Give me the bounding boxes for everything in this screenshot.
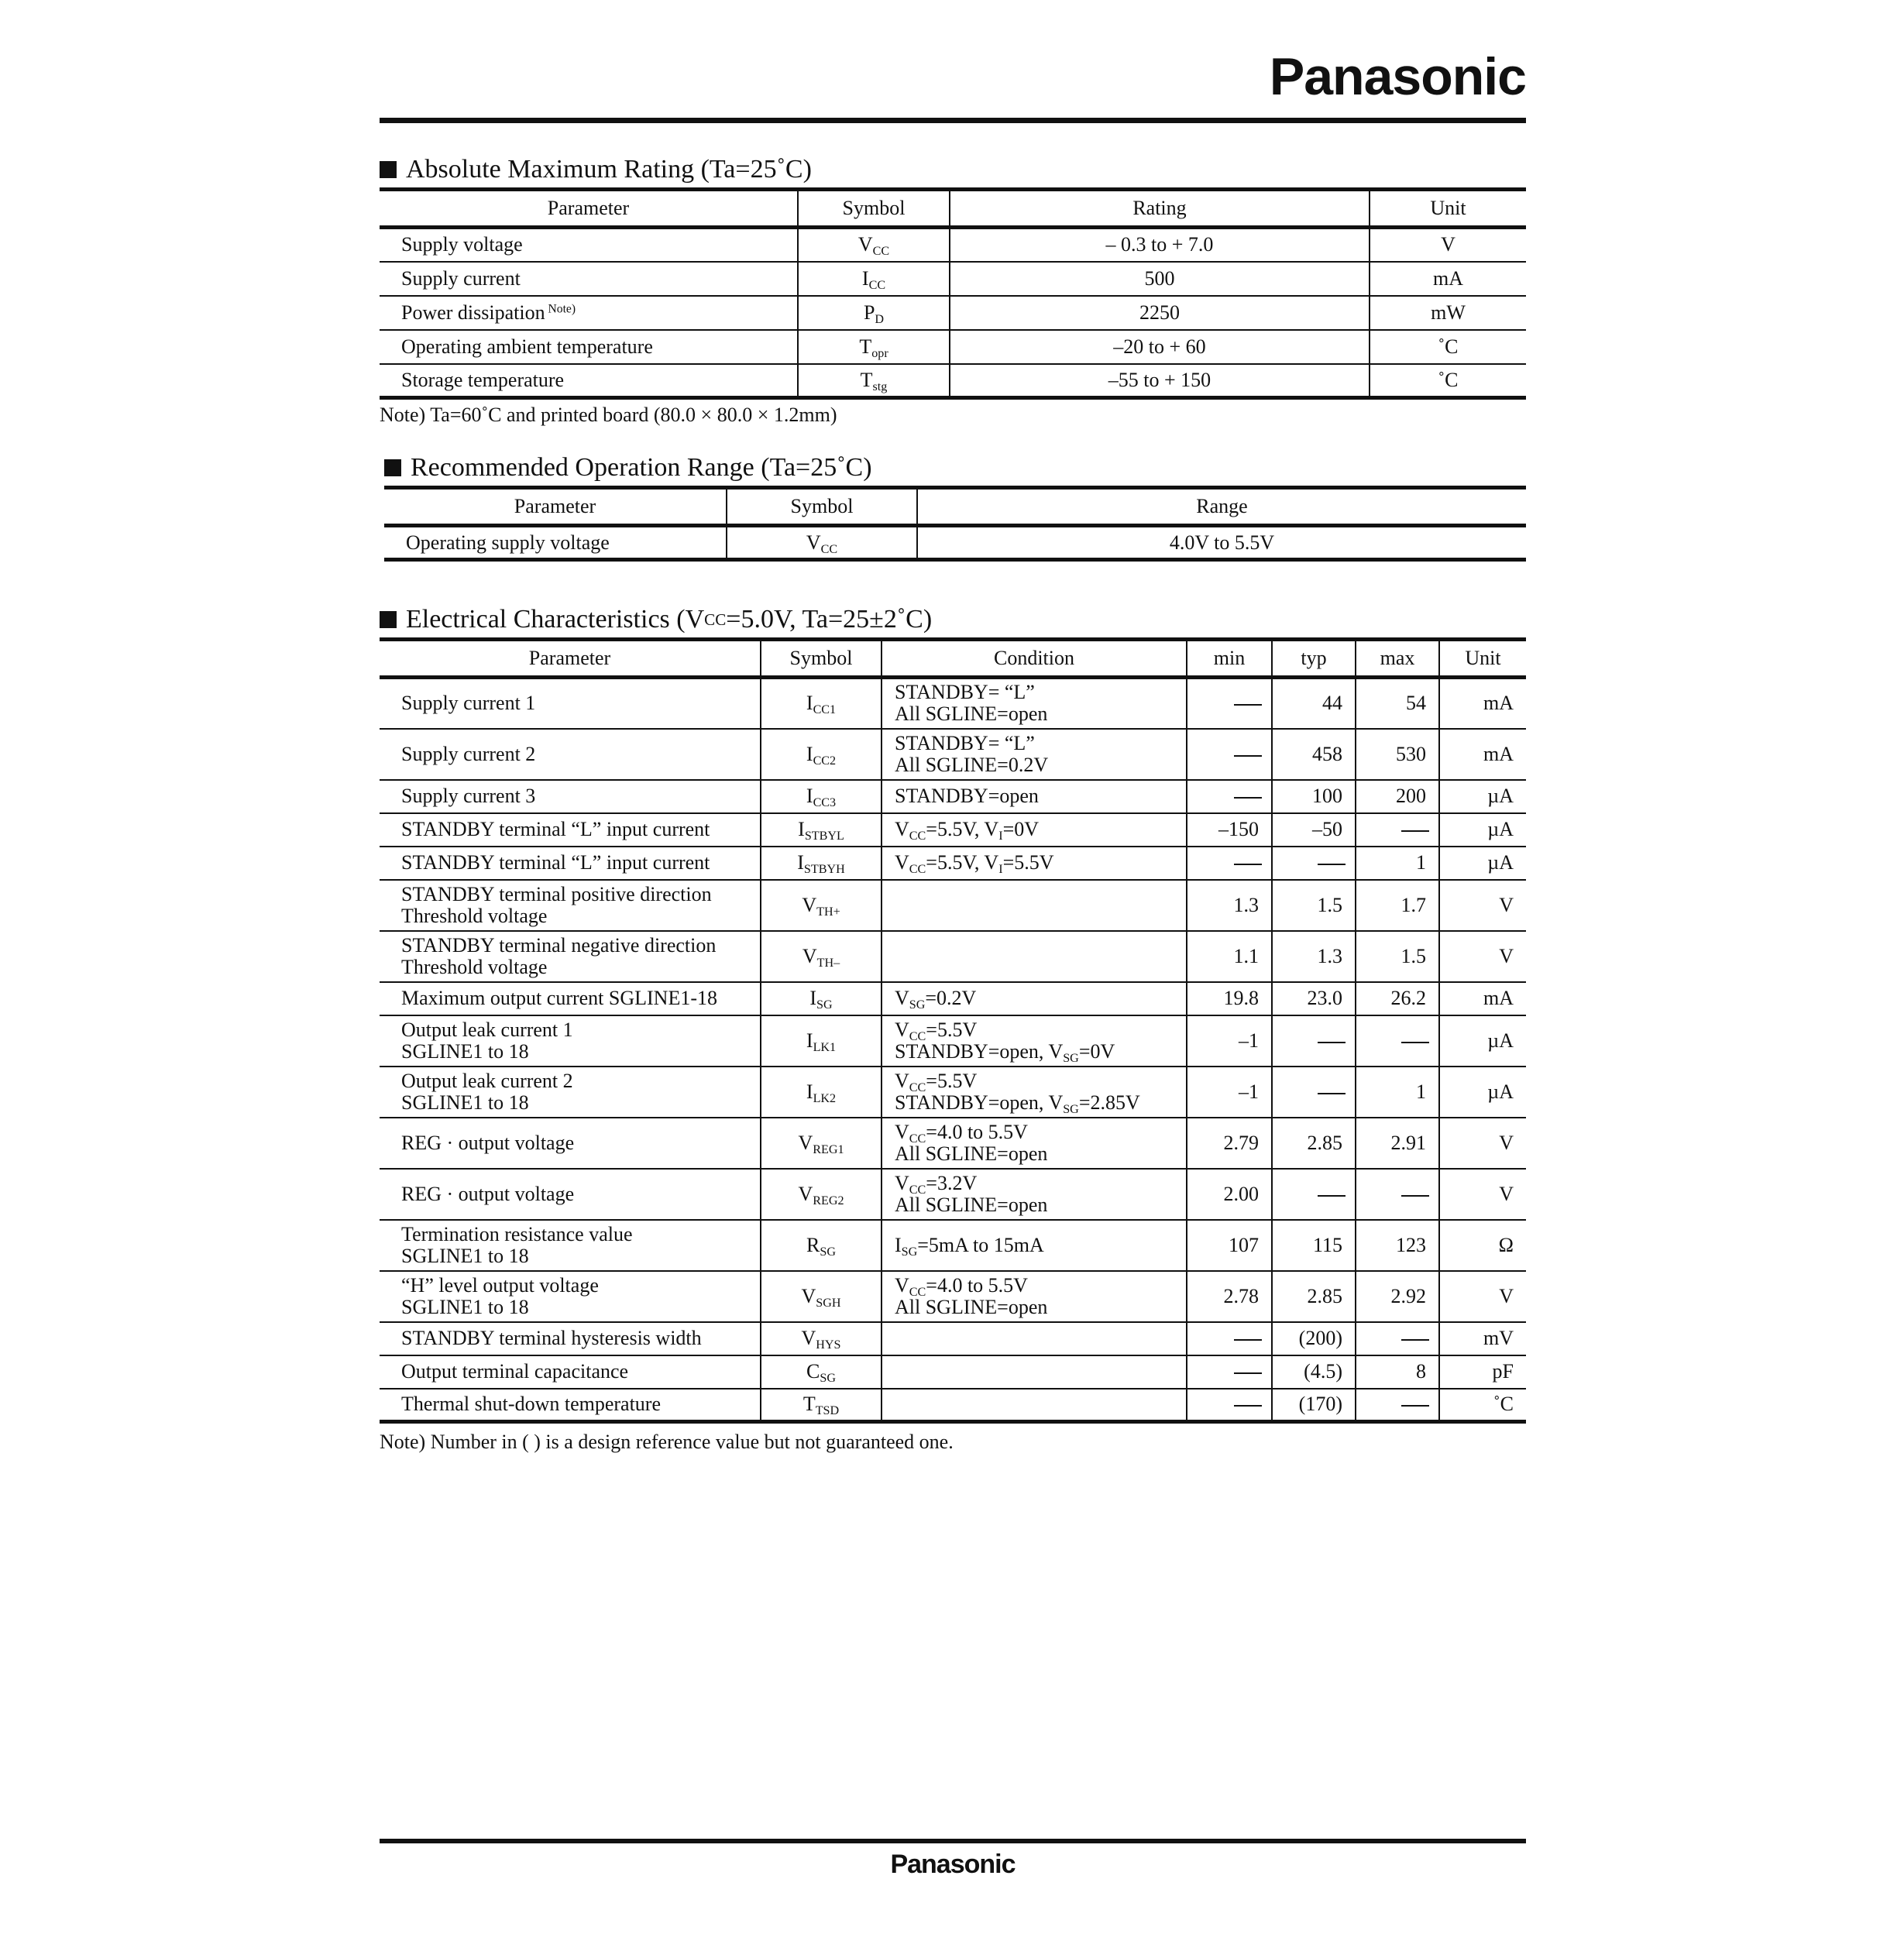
table-row [380,1118,1526,1169]
note-marker: Note) [545,301,576,315]
condition-cell: $V_{CC}=4.0$ to 5.5V All SGLINE=open [882,1271,1187,1322]
col-unit: Unit [1439,640,1526,678]
parameter-cell: REG · output voltage [380,1118,761,1169]
symbol-letter: I [806,742,813,765]
section-bullet-icon [380,161,397,178]
unit-cell: µA [1439,1015,1526,1067]
typ-cell [1272,847,1356,880]
no-value-dash [1401,1195,1429,1197]
table-row [380,931,1526,982]
min-cell: 1.1 [1187,931,1272,982]
col-parameter: Parameter [384,488,727,526]
condition-cell: STANDBY= “L” All SGLINE=0.2V [882,729,1187,780]
min-cell: –1 [1187,1015,1272,1067]
unit-cell: V [1439,1271,1526,1322]
symbol-subscript: CC [868,278,886,292]
rating-cell: 2250 [950,296,1370,330]
col-range: Range [917,488,1526,526]
symbol-letter: V [857,233,873,256]
symbol-subscript: REG1 [813,1142,844,1156]
typ-cell: 1.3 [1272,931,1356,982]
symbol-letter: T [859,335,872,358]
symbol-cell [761,678,882,729]
symbol-letter: V [802,893,817,916]
max-cell: 123 [1356,1220,1439,1271]
max-cell [1356,1322,1439,1355]
parameter-cell: Storage temperature [380,364,798,398]
symbol-letter: I [806,692,813,715]
table-row [380,678,1526,729]
table-row [380,780,1526,813]
table-row [380,813,1526,847]
min-cell: 2.78 [1187,1271,1272,1322]
condition-cell: $V_{CC}=5.5V$ STANDBY=open, $V_{SG}=0V$ [882,1015,1187,1067]
no-value-dash [1401,830,1429,832]
symbol-letter: V [798,1182,813,1205]
abs-max-note: Note) Ta=60˚C and printed board (80.0 × 80.0 × 1.2mm) [380,404,837,426]
symbol-cell [761,1118,882,1169]
unit-cell: ˚C [1439,1389,1526,1422]
typ-cell: 23.0 [1272,982,1356,1015]
symbol-cell [761,1355,882,1389]
symbol-cell [798,364,950,398]
parameter-cell: REG · output voltage [380,1169,761,1220]
rec-op-section [384,450,1526,562]
symbol-subscript: stg [872,380,888,393]
min-cell [1187,780,1272,813]
parameter-cell: Supply current [380,262,798,296]
condition-cell: STANDBY= “L” All SGLINE=open [882,678,1187,729]
symbol-letter: I [809,987,817,1009]
symbol-letter: P [863,301,875,324]
max-cell: 26.2 [1356,982,1439,1015]
unit-cell: µA [1439,780,1526,813]
table-row [380,880,1526,931]
symbol-letter: I [798,818,805,840]
rec-op-table [384,486,1526,562]
max-cell: 1 [1356,847,1439,880]
parameter-cell: Thermal shut-down temperature [380,1389,761,1422]
symbol-letter: V [801,1284,816,1307]
symbol-letter: I [861,266,869,290]
abs-max-table [380,187,1526,400]
symbol-subscript: TSD [815,1404,840,1418]
unit-cell: µA [1439,813,1526,847]
parameter-cell: Operating ambient temperature [380,330,798,364]
table-row [380,982,1526,1015]
parameter-cell: STANDBY terminal negative direction Threshold voltage [380,931,761,982]
unit-cell: V [1439,931,1526,982]
table-row [380,262,1526,296]
parameter-cell: STANDBY terminal hysteresis width [380,1322,761,1355]
rating-cell: – 0.3 to + 7.0 [950,228,1370,262]
footer-rule [380,1839,1526,1843]
max-cell [1356,813,1439,847]
max-cell: 54 [1356,678,1439,729]
symbol-cell [761,780,882,813]
parameter-cell: STANDBY terminal positive direction Threshold voltage [380,880,761,931]
max-cell: 2.92 [1356,1271,1439,1322]
brand-logo: Panasonic [1269,47,1526,106]
symbol-subscript: CC [820,542,838,556]
abs-max-title: Absolute Maximum Rating (Ta=25˚C) [380,152,1526,187]
no-value-dash [1234,704,1262,706]
typ-cell: 458 [1272,729,1356,780]
symbol-cell [761,982,882,1015]
unit-cell: V [1370,228,1526,262]
no-value-dash [1234,1339,1262,1341]
col-max: max [1356,640,1439,678]
range-cell: 4.0V to 5.5V [917,526,1526,560]
typ-cell [1272,1015,1356,1067]
condition-cell: $V_{CC}=4.0$ to 5.5V All SGLINE=open [882,1118,1187,1169]
parameter-cell: Supply current 3 [380,780,761,813]
typ-cell: 2.85 [1272,1271,1356,1322]
unit-cell: mW [1370,296,1526,330]
col-condition: Condition [882,640,1187,678]
max-cell: 200 [1356,780,1439,813]
elec-note: Note) Number in ( ) is a design reference value but not guaranteed one. [380,1431,954,1453]
parameter-cell: STANDBY terminal “L” input current [380,847,761,880]
section-bullet-icon [384,459,401,476]
unit-cell: ˚C [1370,364,1526,398]
no-value-dash [1401,1339,1429,1341]
table-row [380,296,1526,330]
table-row [380,228,1526,262]
max-cell: 530 [1356,729,1439,780]
symbol-letter: V [802,944,817,967]
table-row [380,847,1526,880]
unit-cell: mA [1439,678,1526,729]
table-row [380,1220,1526,1271]
typ-cell: 2.85 [1272,1118,1356,1169]
symbol-subscript: D [875,312,885,326]
parameter-cell: Power dissipation $^{Note)}$ [380,296,798,330]
table-row [380,1067,1526,1118]
no-value-dash [1318,1195,1346,1197]
symbol-subscript: SG [820,1371,836,1385]
parameter-cell: Supply current 2 [380,729,761,780]
unit-cell: mA [1439,729,1526,780]
max-cell [1356,1169,1439,1220]
footer-brand-logo: Panasonic [890,1850,1016,1879]
table-row [380,729,1526,780]
typ-cell: –50 [1272,813,1356,847]
condition-cell: STANDBY=open [882,780,1187,813]
parameter-cell: Termination resistance value SGLINE1 to 18 [380,1220,761,1271]
symbol-subscript: LK1 [813,1040,837,1054]
condition-cell: $V_{CC}=5.5V$, $V_I=5.5V$ [882,847,1187,880]
max-cell: 2.91 [1356,1118,1439,1169]
elec-table [380,637,1526,1424]
min-cell: –1 [1187,1067,1272,1118]
condition-cell [882,1355,1187,1389]
symbol-cell [761,931,882,982]
no-value-dash [1318,1042,1346,1043]
col-symbol: Symbol [727,488,917,526]
condition-cell: $I_{SG}=5mA$ to 15mA [882,1220,1187,1271]
no-value-dash [1234,755,1262,757]
min-cell: 2.79 [1187,1118,1272,1169]
table-row [380,1169,1526,1220]
min-cell [1187,1355,1272,1389]
parameter-cell: Output leak current 1 SGLINE1 to 18 [380,1015,761,1067]
typ-cell [1272,1169,1356,1220]
table-row [380,1389,1526,1422]
condition-cell: $V_{CC}=5.5V$ STANDBY=open, $V_{SG}=2.85V$ [882,1067,1187,1118]
typ-cell: (4.5) [1272,1355,1356,1389]
typ-cell: 100 [1272,780,1356,813]
symbol-letter: I [806,785,813,807]
symbol-cell [798,262,950,296]
symbol-cell [761,847,882,880]
unit-cell: mA [1439,982,1526,1015]
symbol-subscript: CC [872,245,890,259]
max-cell [1356,1389,1439,1422]
symbol-cell [761,880,882,931]
symbol-subscript: CC2 [813,754,837,768]
col-typ: typ [1272,640,1356,678]
min-cell [1187,1389,1272,1422]
col-min: min [1187,640,1272,678]
unit-cell: ˚C [1370,330,1526,364]
unit-cell: V [1439,880,1526,931]
no-value-dash [1234,864,1262,865]
table-row [380,364,1526,398]
rating-cell: 500 [950,262,1370,296]
min-cell: 1.3 [1187,880,1272,931]
symbol-cell [761,1169,882,1220]
symbol-cell [761,1322,882,1355]
symbol-letter: C [806,1360,820,1383]
parameter-cell: Operating supply voltage [384,526,727,560]
table-row [380,1271,1526,1322]
symbol-letter: I [806,1029,813,1052]
table-row [384,526,1526,560]
no-value-dash [1318,1093,1346,1094]
symbol-letter: I [806,1080,813,1103]
typ-cell: (170) [1272,1389,1356,1422]
symbol-letter: R [806,1233,820,1256]
rec-op-title: Recommended Operation Range (Ta=25˚C) [384,450,1526,486]
unit-cell: V [1439,1118,1526,1169]
col-rating: Rating [950,190,1370,228]
table-row [380,1322,1526,1355]
abs-max-section [380,152,1526,431]
unit-cell: µA [1439,847,1526,880]
symbol-subscript: SG [816,998,833,1012]
parameter-cell: Supply current 1 [380,678,761,729]
symbol-subscript: REG2 [813,1194,844,1207]
min-cell [1187,847,1272,880]
symbol-cell [761,1220,882,1271]
symbol-subscript: SGH [816,1296,841,1310]
unit-cell: mV [1439,1322,1526,1355]
symbol-cell [798,296,950,330]
min-cell: 2.00 [1187,1169,1272,1220]
col-symbol: Symbol [761,640,882,678]
table-row [380,1355,1526,1389]
max-cell: 1.7 [1356,880,1439,931]
col-unit: Unit [1370,190,1526,228]
symbol-cell [761,1067,882,1118]
min-cell: –150 [1187,813,1272,847]
unit-cell: Ω [1439,1220,1526,1271]
typ-cell [1272,1067,1356,1118]
parameter-cell: Output terminal capacitance [380,1355,761,1389]
min-cell: 107 [1187,1220,1272,1271]
condition-cell: $V_{CC}=5.5V$, $V_I=0V$ [882,813,1187,847]
no-value-dash [1234,1405,1262,1407]
header-rule [380,118,1526,123]
min-cell [1187,678,1272,729]
symbol-letter: I [797,851,804,874]
symbol-subscript: CC3 [813,795,837,809]
symbol-cell [761,1271,882,1322]
typ-cell: 115 [1272,1220,1356,1271]
symbol-subscript: TH+ [816,905,840,919]
min-cell [1187,729,1272,780]
symbol-subscript: TH– [816,956,840,970]
symbol-subscript: STBYL [804,829,844,843]
no-value-dash [1318,864,1346,865]
max-cell: 1 [1356,1067,1439,1118]
symbol-subscript: CC1 [813,703,837,717]
typ-cell: (200) [1272,1322,1356,1355]
symbol-cell [798,330,950,364]
parameter-cell: Output leak current 2 SGLINE1 to 18 [380,1067,761,1118]
symbol-subscript: HYS [816,1338,841,1352]
col-parameter: Parameter [380,640,761,678]
table-row [380,330,1526,364]
min-cell [1187,1322,1272,1355]
symbol-subscript: SG [820,1245,836,1259]
condition-cell [882,1389,1187,1422]
condition-cell: $V_{CC}=3.2V$ All SGLINE=open [882,1169,1187,1220]
unit-cell: pF [1439,1355,1526,1389]
symbol-cell [798,228,950,262]
typ-cell: 44 [1272,678,1356,729]
unit-cell: V [1439,1169,1526,1220]
no-value-dash [1234,797,1262,799]
min-cell: 19.8 [1187,982,1272,1015]
symbol-letter: T [802,1393,816,1416]
elec-section [380,602,1526,1458]
unit-cell: mA [1370,262,1526,296]
parameter-cell: Supply voltage [380,228,798,262]
col-parameter: Parameter [380,190,798,228]
table-row [380,1015,1526,1067]
symbol-letter: V [798,1131,813,1154]
rating-cell: –20 to + 60 [950,330,1370,364]
no-value-dash [1401,1405,1429,1407]
condition-cell: $V_{SG}=0.2V$ [882,982,1187,1015]
no-value-dash [1401,1042,1429,1043]
max-cell: 1.5 [1356,931,1439,982]
symbol-cell [761,813,882,847]
no-value-dash [1234,1372,1262,1374]
symbol-letter: V [806,531,821,554]
symbol-cell [761,1389,882,1422]
symbol-subscript: opr [871,346,888,360]
symbol-letter: V [801,1327,816,1349]
max-cell: 8 [1356,1355,1439,1389]
elec-title: Electrical Characteristics (V CC =5.0V, Ta=25±2˚C) [380,602,1526,637]
unit-cell: µA [1439,1067,1526,1118]
symbol-cell [761,1015,882,1067]
symbol-letter: T [860,368,873,391]
rating-cell: –55 to + 150 [950,364,1370,398]
condition-cell [882,880,1187,931]
symbol-cell [727,526,917,560]
max-cell [1356,1015,1439,1067]
symbol-cell [761,729,882,780]
typ-cell: 1.5 [1272,880,1356,931]
section-bullet-icon [380,611,397,628]
condition-cell [882,1322,1187,1355]
symbol-subscript: STBYH [803,862,845,876]
symbol-subscript: LK2 [813,1091,837,1105]
parameter-cell: Maximum output current SGLINE1-18 [380,982,761,1015]
parameter-cell: “H” level output voltage SGLINE1 to 18 [380,1271,761,1322]
col-symbol: Symbol [798,190,950,228]
condition-cell [882,931,1187,982]
parameter-cell: STANDBY terminal “L” input current [380,813,761,847]
